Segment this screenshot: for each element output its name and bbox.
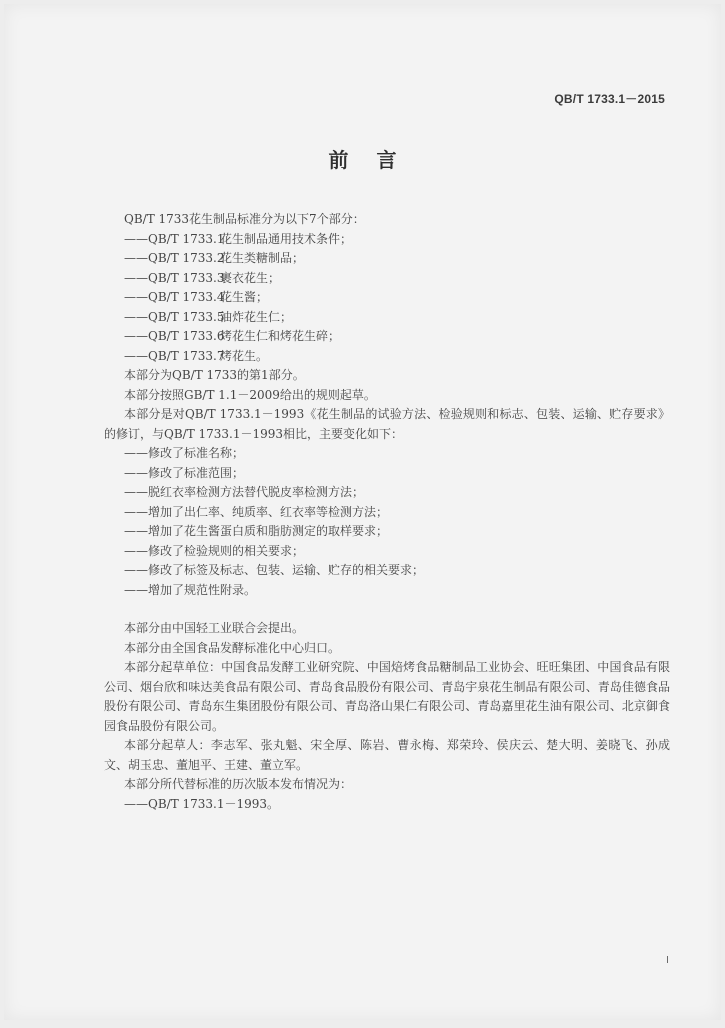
list-item (104, 230, 670, 250)
drafting-rules: 本部分按照GB/T 1.1－2009给出的规则起草。 (124, 387, 376, 402)
administered-by: 本部分由全国食品发酵标准化中心归口。 (124, 640, 341, 655)
part-name: 油炸花生仁； (220, 309, 293, 324)
part-name: 花生类糖制品； (220, 251, 305, 265)
list-item (104, 308, 670, 328)
document-page (4, 4, 721, 1020)
part-code: ——QB/T 1733.2 (124, 251, 225, 265)
part-code: ——QB/T 1733.4 (124, 290, 225, 304)
part-statement: 本部分为QB/T 1733的第1部分。 (124, 368, 305, 382)
drafters: 本部分起草人：李志军、张丸魁、宋全厚、陈岩、曹永梅、郑荣玲、侯庆云、楚大明、姜晓飞、孙成文、胡玉忠、董旭平、王建、董立军。 (104, 738, 670, 772)
part-code: ——QB/T 1733.5 (124, 309, 225, 324)
part-code: ——QB/T 1733.7 (124, 348, 225, 363)
intro-paragraph: QB/T 1733花生制品标准分为以下7个部分： (124, 212, 365, 226)
drafting-organizations: 本部分起草单位：中国食品发酵工业研究院、中国焙烤食品糖制品工业协会、旺旺集团、中国食品有限公司、烟台欣和味达美食品有限公司、青岛食品股份有限公司、青岛宇泉花生制品有限公司、青岛佳德食品股份有限公司、青岛东生集团股份有限公司、青岛洛山果仁有限公司、青岛嘉里花生油有限公司、北京御食园食品股份有限公司。 (104, 660, 670, 733)
part-code: ——QB/T 1733.1 (124, 231, 225, 246)
part-name: 烤花生。 (220, 348, 269, 363)
page-number: I (666, 955, 669, 966)
list-item (104, 347, 670, 367)
parts-list (104, 230, 670, 367)
foreword-body (104, 210, 670, 814)
revision-statement: 本部分是对QB/T 1733.1－1993《花生制品的试验方法、检验规则和标志、包装、运输、贮存要求》的修订，与QB/T 1733.1－1993相比，主要变化如下： (104, 407, 670, 441)
proposed-by: 本部分由中国轻工业联合会提出。 (124, 621, 305, 635)
part-name: 花生制品通用技术条件； (220, 231, 353, 246)
part-code: ——QB/T 1733.3 (124, 270, 225, 285)
list-item: ——增加了花生酱蛋白质和脂肪测定的取样要求； (124, 524, 389, 538)
changes-list (104, 444, 670, 600)
page-title: 前言 (328, 148, 425, 172)
list-item: ——修改了标准名称； (124, 446, 245, 460)
list-item (104, 269, 670, 289)
list-item: ——修改了检验规则的相关要求； (124, 543, 305, 558)
list-item (104, 249, 670, 269)
part-name: 烤花生仁和烤花生碎； (220, 329, 341, 343)
list-item: ——修改了标签及标志、包装、运输、贮存的相关要求； (124, 563, 425, 577)
list-item (104, 327, 670, 347)
list-item: ——修改了标准范围； (124, 465, 245, 480)
part-name: 花生酱； (220, 290, 269, 304)
part-code: ——QB/T 1733.6 (124, 329, 225, 343)
part-name: 裹衣花生； (220, 270, 281, 285)
history-statement: 本部分所代替标准的历次版本发布情况为： (124, 777, 353, 791)
list-item: ——增加了出仁率、纯质率、红衣率等检测方法； (124, 504, 389, 519)
history-item: ——QB/T 1733.1－1993。 (124, 796, 280, 811)
paragraph-gap (104, 600, 670, 619)
list-item (104, 288, 670, 308)
list-item: ——脱红衣率检测方法替代脱皮率检测方法； (124, 485, 365, 499)
document-code: QB/T 1733.1－2015 (554, 92, 665, 106)
list-item: ——增加了规范性附录。 (124, 582, 257, 597)
